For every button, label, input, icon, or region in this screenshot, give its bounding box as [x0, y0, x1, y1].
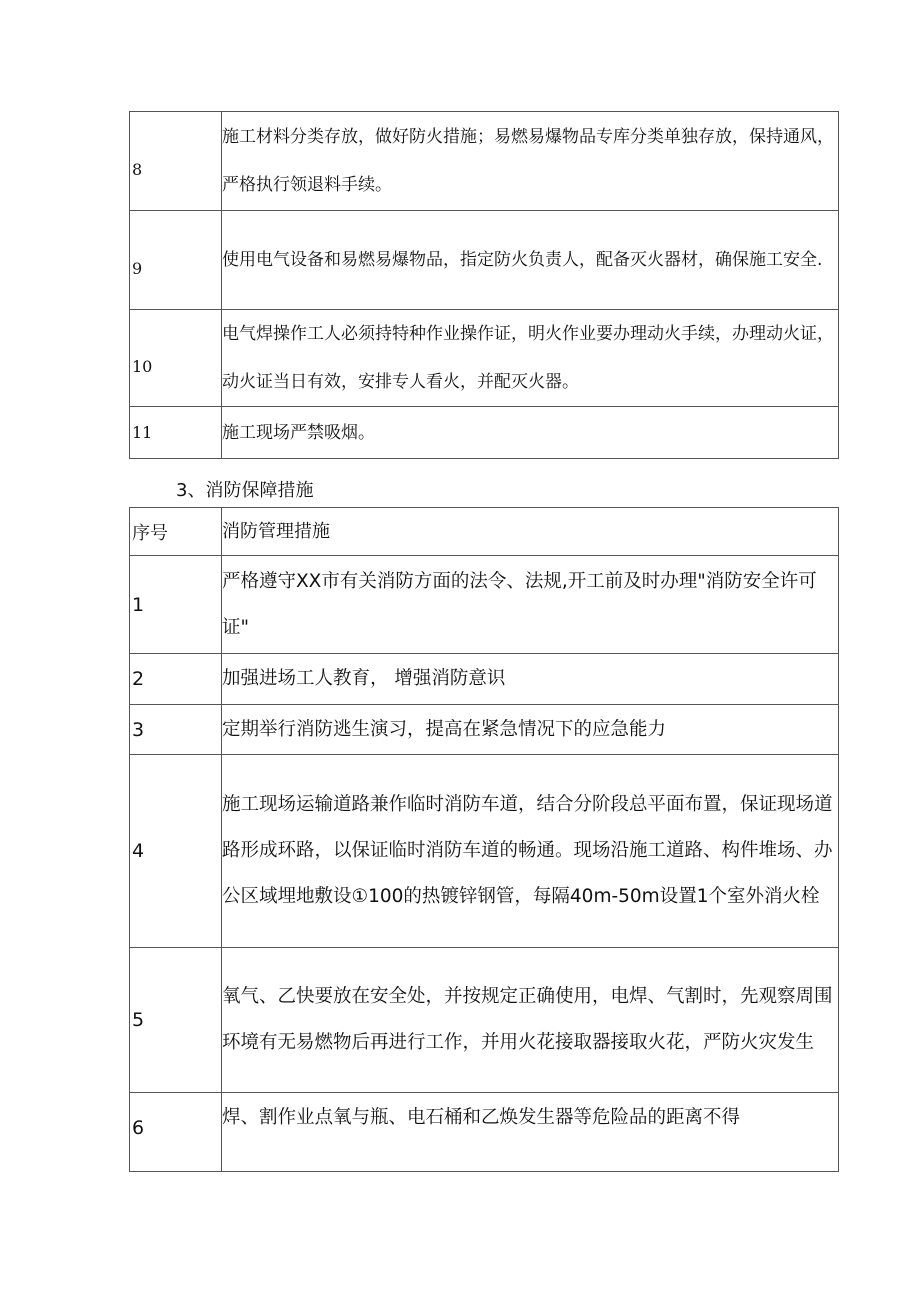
row-text: 焊、割作业点氧与瓶、电石桶和乙焕发生器等危险品的距离不得	[222, 1093, 839, 1172]
row-number: 4	[130, 755, 222, 948]
row-text: 氧气、乙快要放在安全处，并按规定正确使用，电焊、气割时，先观察周围环境有无易燃物后再进行工作，并用火花接取器接取火花，严防火灾发生	[222, 948, 839, 1093]
row-text: 电气焊操作工人必须持特种作业操作证，明火作业要办理动火手续，办理动火证，动火证当日有效，安排专人看火，并配灭火器。	[222, 310, 839, 407]
section-heading: 3、消防保障措施	[176, 480, 314, 501]
fire-management-table	[129, 507, 839, 1172]
table-row	[130, 948, 839, 1093]
table-row	[130, 556, 839, 654]
fire-measures-table-continued	[129, 111, 839, 459]
row-text: 施工材料分类存放，做好防火措施；易燃易爆物品专库分类单独存放，保持通风，严格执行领退料手续。	[222, 112, 839, 211]
row-number: 10	[130, 310, 222, 407]
table-header-row	[130, 508, 839, 556]
row-number: 11	[130, 407, 222, 459]
table-row	[130, 755, 839, 948]
row-text: 使用电气设备和易燃易爆物品，指定防火负责人，配备灭火器材，确保施工安全.	[222, 211, 839, 310]
table-row	[130, 1093, 839, 1172]
row-number: 8	[130, 112, 222, 211]
table-row	[130, 310, 839, 407]
header-serial-number: 序号	[130, 508, 222, 556]
table-row	[130, 654, 839, 705]
row-number: 6	[130, 1093, 222, 1172]
row-number: 5	[130, 948, 222, 1093]
row-number: 1	[130, 556, 222, 654]
table-row	[130, 211, 839, 310]
table-row	[130, 112, 839, 211]
row-text: 定期举行消防逃生演习，提高在紧急情况下的应急能力	[222, 705, 839, 755]
row-number: 9	[130, 211, 222, 310]
row-number: 2	[130, 654, 222, 705]
row-text: 施工现场运输道路兼作临时消防车道，结合分阶段总平面布置，保证现场道路形成环路，以保证临时消防车道的畅通。现场沿施工道路、构件堆场、办公区域埋地敷设①100的热镀锌钢管，每隔40m-50m设置1个室外消火栓	[222, 755, 839, 948]
row-text: 施工现场严禁吸烟。	[222, 407, 839, 459]
row-text: 严格遵守XX市有关消防方面的法令、法规,开工前及时办理"消防安全许可证"	[222, 556, 839, 654]
row-text: 加强进场工人教育， 增强消防意识	[222, 654, 839, 705]
row-number: 3	[130, 705, 222, 755]
table-row	[130, 407, 839, 459]
header-measures: 消防管理措施	[222, 508, 839, 556]
table-row	[130, 705, 839, 755]
